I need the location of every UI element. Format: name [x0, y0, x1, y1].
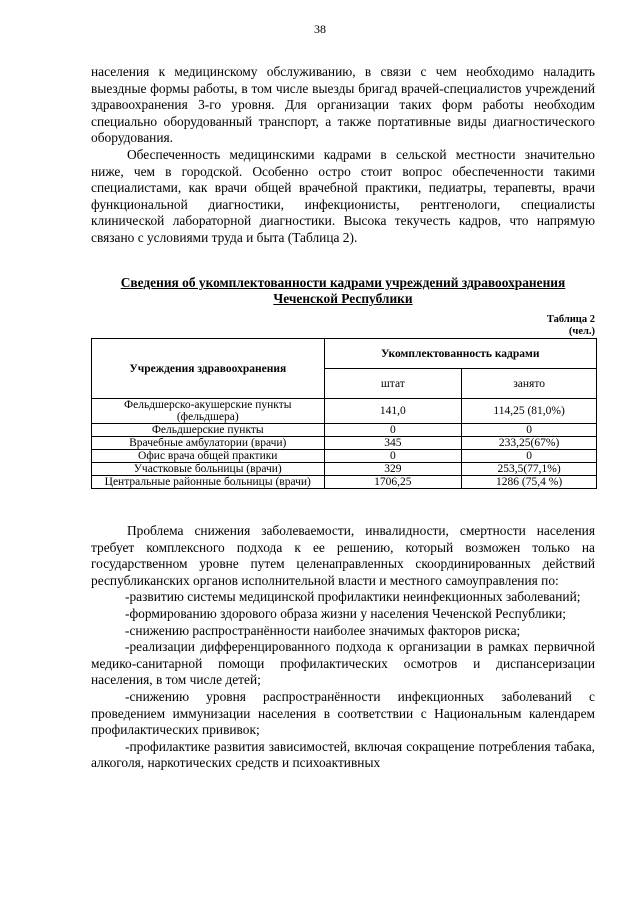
table-row	[92, 437, 597, 450]
row-shtat: 329	[324, 463, 462, 476]
row-shtat: 0	[324, 424, 462, 437]
row-name: Офис врача общей практики	[92, 450, 325, 463]
row-shtat: 0	[324, 450, 462, 463]
row-zanyato: 233,25(67%)	[462, 437, 597, 450]
row-name: Участковые больницы (врачи)	[92, 463, 325, 476]
row-name: Врачебные амбулатории (врачи)	[92, 437, 325, 450]
header-zanyato: занято	[462, 369, 597, 399]
row-shtat: 1706,25	[324, 476, 462, 489]
row-zanyato: 0	[462, 424, 597, 437]
list-item: -формированию здорового образа жизни у населения Чеченской Республики;	[125, 605, 567, 621]
row-zanyato: 1286 (75,4 %)	[462, 476, 597, 489]
row-shtat: 345	[324, 437, 462, 450]
row-name: Фельдшерские пункты	[92, 424, 325, 437]
table-title: Сведения об укомплектованности кадрами учреждений здравоохранения Чеченской Республики	[120, 275, 566, 306]
table-row	[92, 399, 597, 424]
list-item: -реализации дифференцированного подхода к организации в рамках первичной медико-санитарной помощи профилактических осмотров и диспансеризации населения, в том числе детей;	[91, 639, 595, 688]
measures-text	[91, 523, 595, 772]
row-name: Центральные районные больницы (врачи)	[92, 476, 325, 489]
row-zanyato: 114,25 (81,0%)	[462, 399, 597, 424]
list-item: -профилактике развития зависимостей, включая сокращение потребления табака, алкоголя, наркотических средств и психоактивных	[91, 738, 595, 771]
table-row	[92, 424, 597, 437]
row-zanyato: 253,5(77,1%)	[462, 463, 597, 476]
paragraph-staffing: Обеспеченность медицинскими кадрами в сельской местности значительно ниже, чем в городской. Особенно остро стоит вопрос обеспеченности такими специалистами, как врачи общей врачебной практики, педиатры, терапевты, врачи функциональной диагностики, инфекционисты, рентгенологи, специалисты клинической лабораторной диагностики. Высока текучесть кадров, что напрямую связано с условиями труда и быта (Таблица 2).	[91, 146, 595, 245]
list-item: -снижению распространённости наиболее значимых факторов риска;	[125, 622, 521, 638]
table-unit: (чел.)	[568, 326, 595, 337]
list-item: -снижению уровня распространённости инфекционных заболеваний с проведением иммунизации населения в соответствии с Национальным календарем профилактических прививок;	[91, 688, 595, 738]
page-number: 38	[314, 22, 326, 36]
intro-text	[91, 64, 595, 247]
header-shtat: штат	[324, 369, 462, 399]
table-row	[92, 463, 597, 476]
header-staffing: Укомплектованность кадрами	[324, 339, 596, 369]
row-name: Фельдшерско-акушерские пункты (фельдшера)	[92, 399, 325, 424]
header-institution: Учреждения здравоохранения	[92, 339, 325, 399]
list-item: -развитию системы медицинской профилактики неинфекционных заболеваний;	[125, 589, 581, 605]
row-shtat: 141,0	[324, 399, 462, 424]
staffing-table	[91, 338, 597, 489]
row-zanyato: 0	[462, 450, 597, 463]
table-row	[92, 476, 597, 489]
table-label: Таблица 2	[546, 314, 595, 325]
table-row	[92, 450, 597, 463]
paragraph-access: населения к медицинскому обслуживанию, в связи с чем необходимо наладить выездные формы работы, в том числе выезды бригад врачей-специалистов учреждений здравоохранения 3-го уровня. Для организации таких форм работы необходим специально оборудованный транспорт, а также портативные виды диагностического оборудования.	[91, 64, 595, 146]
paragraph-problem: Проблема снижения заболеваемости, инвалидности, смертности населения требует комплексного подхода к ее решению, который возможен только на государственном уровне путем целенаправленных скоординированных действий республиканских органов исполнительной власти и местного самоуправления по:	[91, 523, 595, 588]
